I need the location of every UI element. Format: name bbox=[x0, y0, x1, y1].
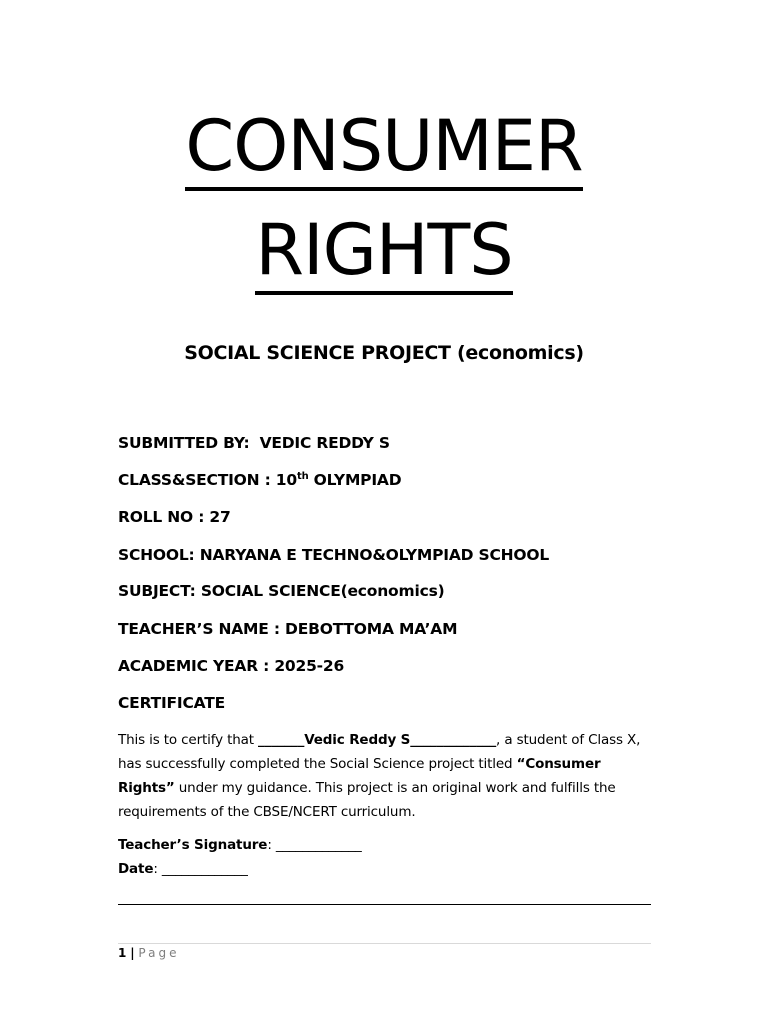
certificate-text-2: , a student of Class X, has successfully completed the Social Science project titled bbox=[118, 732, 641, 772]
title-line-1 bbox=[0, 104, 768, 191]
certificate-text-1: This is to certify that bbox=[118, 732, 259, 748]
class-ordinal-suffix: th bbox=[296, 471, 309, 482]
date-row bbox=[118, 858, 248, 880]
submitted-by-row bbox=[118, 432, 390, 454]
footer-divider bbox=[118, 943, 651, 944]
date-label: Date bbox=[118, 861, 154, 877]
academic-year-row: ACADEMIC YEAR : 2025-26 bbox=[118, 657, 345, 675]
page-word: Page bbox=[138, 946, 180, 960]
footer-separator: | bbox=[130, 946, 135, 960]
teacher-signature-line: : _____________ bbox=[267, 837, 362, 853]
horizontal-rule bbox=[118, 904, 651, 905]
certificate-paragraph bbox=[118, 728, 658, 824]
page-footer bbox=[118, 944, 179, 962]
submitted-by-value: VEDIC REDDY S bbox=[259, 434, 390, 452]
submitted-by-label: SUBMITTED BY: bbox=[118, 434, 250, 452]
page-number: 1 bbox=[118, 946, 127, 960]
student-name-blank: _______Vedic Reddy S_____________ bbox=[258, 732, 497, 748]
certificate-heading: CERTIFICATE bbox=[118, 694, 226, 712]
class-section-label: CLASS&SECTION : 10 bbox=[118, 471, 297, 489]
certificate-text-3: under my guidance. This project is an original work and fulfills the requirements of the CBSE/NCERT curriculum. bbox=[118, 780, 616, 820]
subject-row: SUBJECT: SOCIAL SCIENCE(economics) bbox=[118, 582, 445, 600]
title-text-1: CONSUMER bbox=[185, 107, 582, 191]
title-line-2 bbox=[0, 208, 768, 295]
date-line: : _____________ bbox=[153, 861, 248, 877]
teacher-name-row: TEACHER’S NAME : DEBOTTOMA MA’AM bbox=[118, 620, 458, 638]
teacher-signature-row bbox=[118, 834, 362, 856]
school-row: SCHOOL: NARYANA E TECHNO&OLYMPIAD SCHOOL bbox=[118, 546, 550, 564]
title-text-2: RIGHTS bbox=[255, 211, 512, 295]
subtitle: SOCIAL SCIENCE PROJECT (economics) bbox=[184, 342, 584, 364]
teacher-signature-label: Teacher’s Signature bbox=[118, 837, 268, 853]
class-section-row bbox=[118, 469, 401, 491]
project-title-quote: “Consumer Rights” bbox=[118, 756, 601, 796]
roll-number-row: ROLL NO : 27 bbox=[118, 508, 231, 526]
class-section-value: OLYMPIAD bbox=[308, 471, 402, 489]
